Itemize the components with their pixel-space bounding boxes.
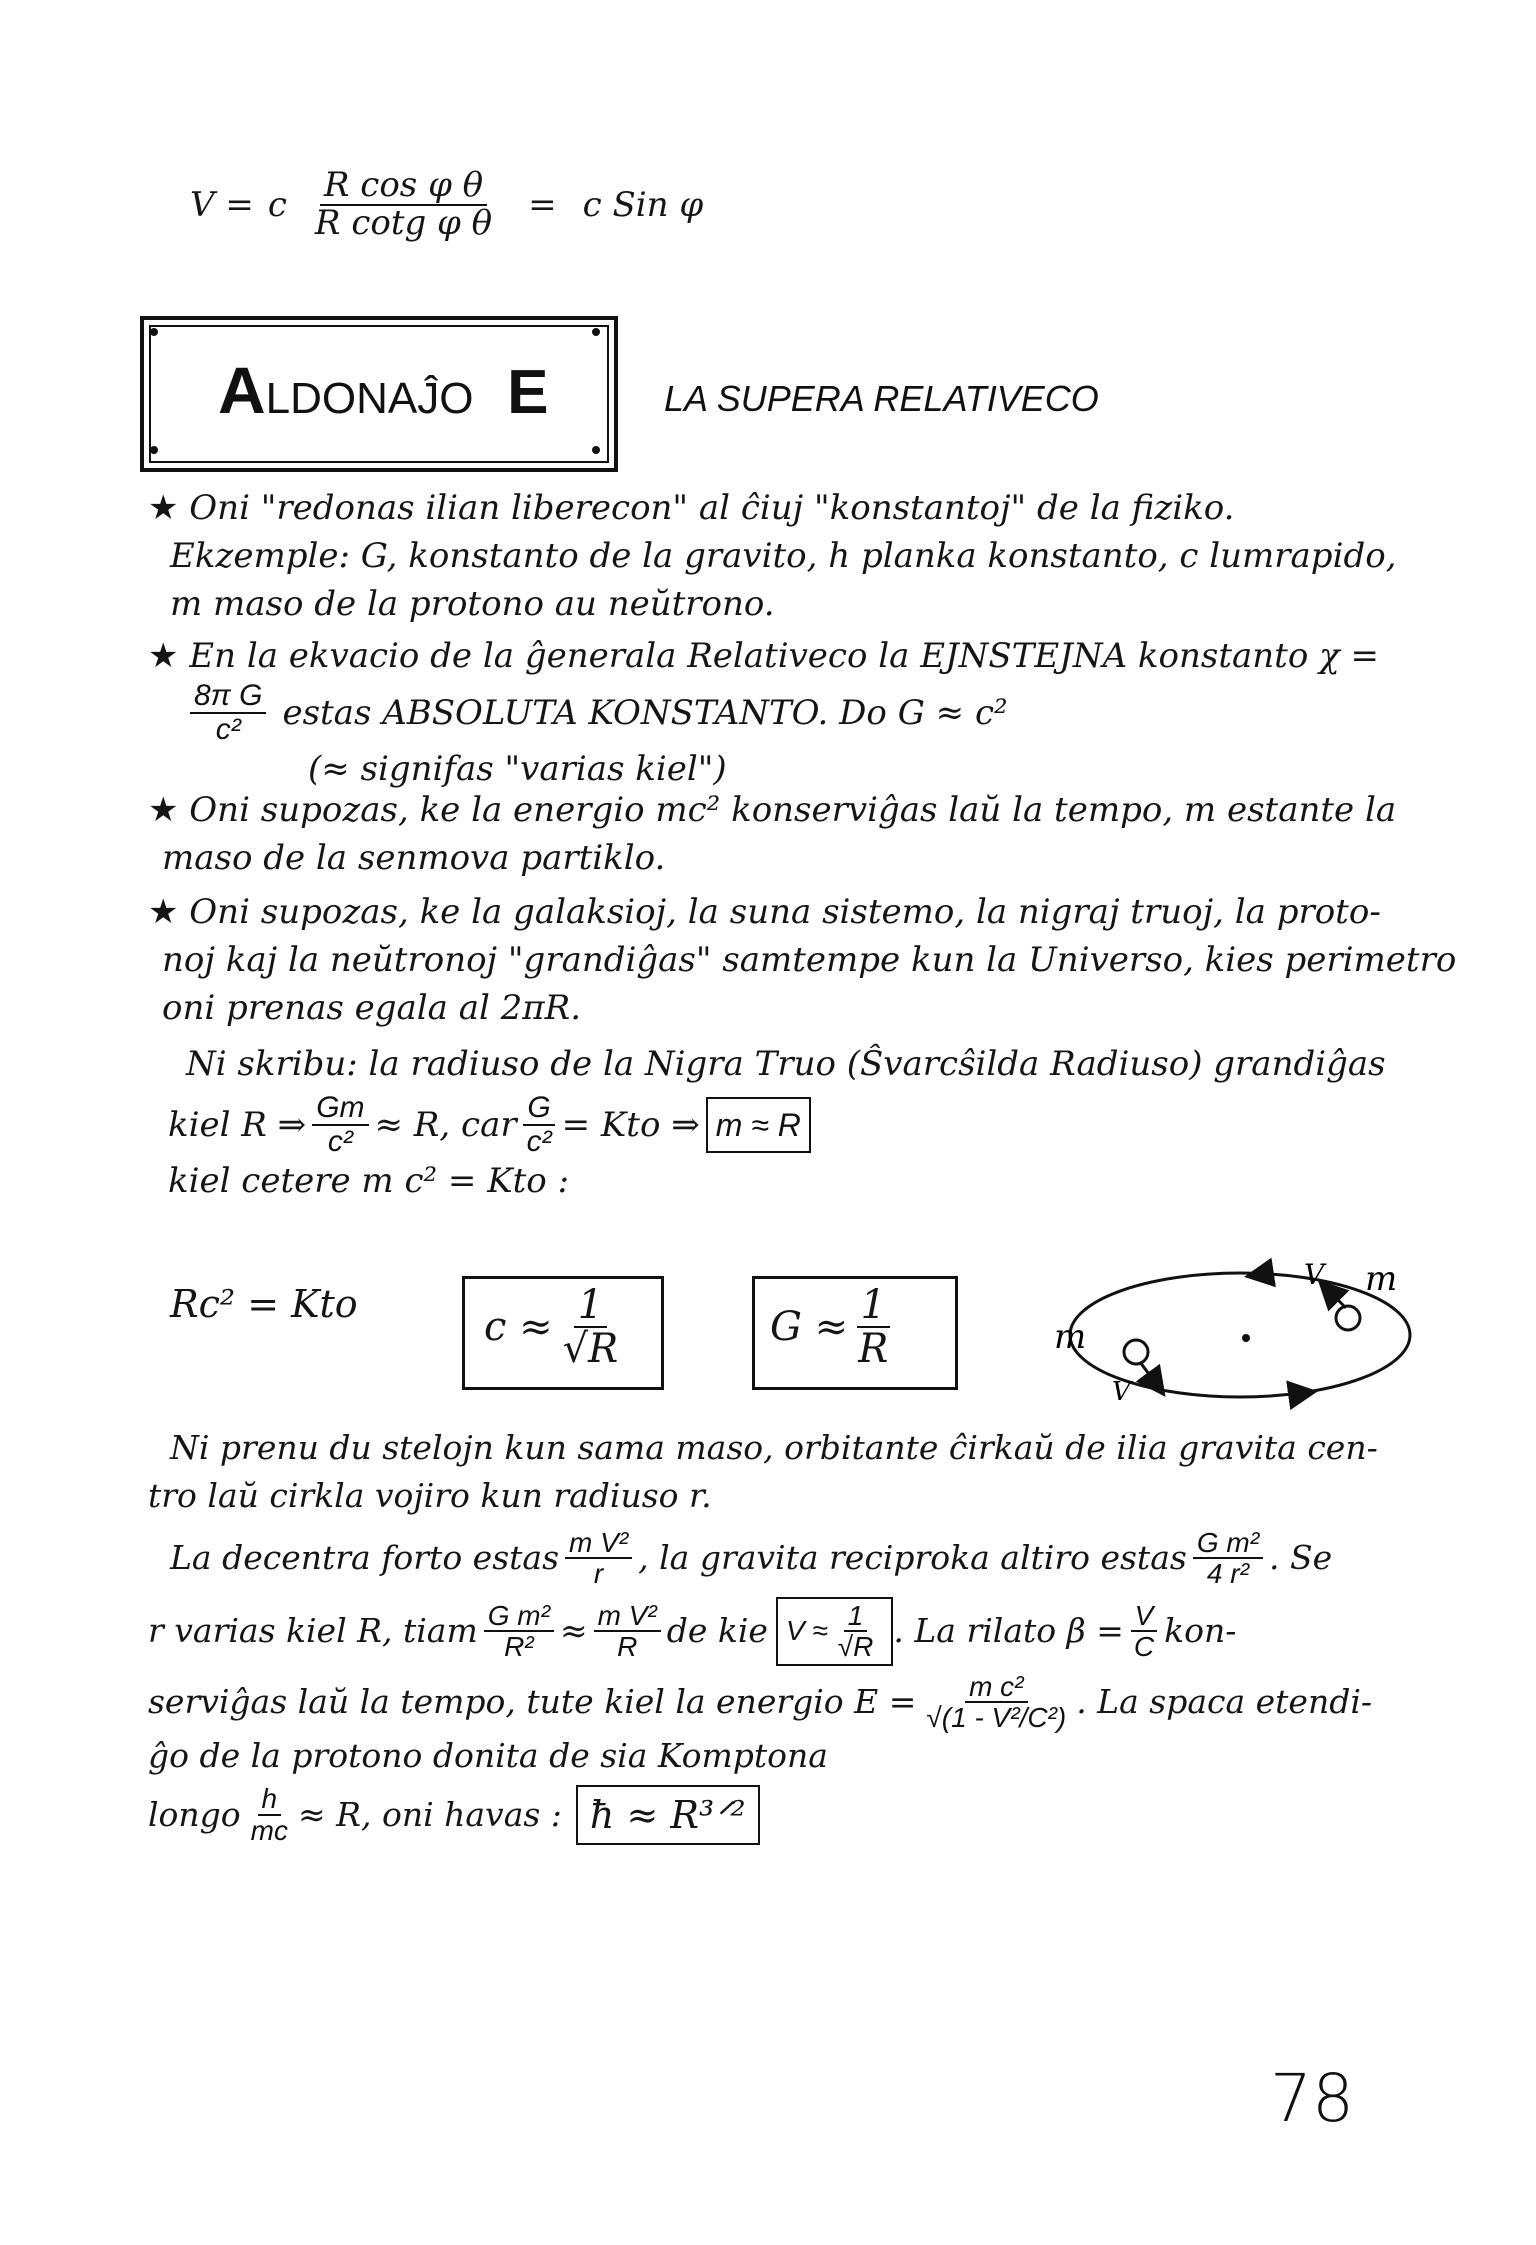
formula-box-g-content [770,1284,898,1370]
orbit-boxed-v-lhs: V ≈ [785,1615,828,1647]
orbit-boxed-v-den: √R [837,1631,874,1663]
diagram-label-m-left: m [1054,1317,1087,1357]
orbit-line-4c: . La rilato β = [893,1611,1124,1651]
p1-line-1: Oni "redonas ilian liberecon" al ĉiuj "konstantoj" de la fiziko. [189,488,1235,528]
formula-box-g-lhs: G ≈ [770,1304,849,1350]
formula-box-g-fraction [854,1284,892,1370]
orbit-line-4-approx: ≈ [559,1611,588,1651]
orbit-line-2: tro laŭ cirkla vojiro kun radiuso r. [148,1476,712,1515]
top-formula-rhs: c Sin φ [582,184,704,225]
rc2-formula: Rc² = Kto [170,1282,358,1326]
paragraph-5 [168,1040,1386,1205]
formula-box-c-fraction [559,1284,623,1370]
orbit-arrow-bottom [1290,1392,1312,1395]
bullet-star-icon: ★ [148,636,179,676]
orbit-fraction-beta [1130,1601,1158,1662]
top-formula-fraction [311,165,496,243]
orbit-fraction-4-1-den: R² [504,1631,534,1663]
orbit-line-7a: longo [148,1794,241,1834]
formula-box-g-num: 1 [857,1284,890,1328]
formula-box-c-num: 1 [574,1284,607,1328]
diagram-label-v-top: V [1304,1258,1325,1291]
paragraph-4 [148,888,1456,1032]
top-formula-denominator: R cotg φ θ [314,202,493,243]
orbit-line-6: ĝo de la protono donita de sia Komptona [148,1736,828,1776]
p2-fraction-num: 8π G [190,680,266,714]
orbit-line-4a: r varias kiel R, tiam [148,1611,478,1651]
orbit-line-5a: serviĝas laŭ la tempo, tute kiel la energio E = [148,1681,917,1721]
orbit-line-1: Ni prenu du stelojn kun sama maso, orbitante ĉirkaŭ de ilia gravita cen- [170,1428,1378,1467]
orbit-line-4d: kon- [1164,1611,1237,1651]
p4-line-3: oni prenas egala al 2πR. [162,988,582,1028]
top-formula-c: c [267,184,287,225]
diagram-label-m-right: m [1365,1259,1398,1299]
orbit-center-dot [1242,1334,1250,1342]
top-formula [190,165,704,243]
star-left [1124,1340,1148,1364]
bullet-star-icon: ★ [148,892,179,932]
p5-fraction-2-den: c² [526,1124,552,1158]
orbit-fraction-energy-den: √(1 - V²/C²) [926,1701,1067,1733]
corner-dot [592,446,600,454]
p1-line-2: Ekzemple: G, konstanto de la gravito, h planka konstanto, c lumrapido, [170,536,1397,576]
orbit-fraction-energy-num: m c² [965,1672,1027,1703]
section-subtitle: LA SUPERA RELATIVECO [664,378,1099,419]
p5-line-3: kiel cetere m c² = Kto : [168,1161,570,1201]
orbit-line-7b: ≈ R, oni havas : [298,1794,562,1834]
orbit-fraction-4-2 [594,1601,661,1662]
orbit-fraction-beta-den: C [1133,1631,1155,1663]
p3-line-1: Oni supozas, ke la energio mc² konserviĝas laŭ la tempo, m estante la [189,790,1397,830]
paragraph-3 [148,786,1396,882]
p2-fraction [190,680,266,745]
orbit-fraction-centrifugal-num: m V² [565,1528,632,1559]
corner-dot [150,328,158,336]
section-title-letter: E [507,358,549,427]
page-number: 78 [1270,2060,1354,2137]
orbit-line-3c: . Se [1269,1538,1333,1578]
orbit-paragraph [148,1424,1378,1845]
top-formula-equals: = [528,184,557,225]
corner-dot [592,328,600,336]
orbit-boxed-v-num: 1 [844,1601,868,1632]
orbit-boxed-v [776,1597,893,1666]
p4-line-2: noj kaj la neŭtronoj "grandiĝas" samtempe kun la Universo, kies perimetro [162,940,1457,980]
bullet-star-icon: ★ [148,790,179,830]
p5-line-2b: ≈ R, car [374,1104,517,1145]
orbit-line-4b: de kie [666,1611,768,1651]
p2-line-3: (≈ signifas "varias kiel") [308,749,727,789]
section-title-rest: LDONAĴO [265,374,474,423]
p5-line-2a: kiel R ⇒ [168,1104,307,1145]
p5-fraction-1 [312,1092,368,1157]
p5-line-2c: = Kto ⇒ [561,1104,700,1145]
top-formula-lhs: V = [190,184,254,225]
diagram-label-v-bottom: V [1112,1377,1131,1407]
p2-fraction-den: c² [215,712,241,746]
orbit-fraction-4-1 [484,1601,554,1662]
orbit-diagram [1040,1250,1440,1430]
formula-box-g-den: R [858,1326,889,1372]
orbit-fraction-compton [247,1784,292,1845]
bullet-star-icon: ★ [148,488,179,528]
orbit-fraction-gravity [1193,1528,1263,1589]
p5-fraction-1-den: c² [327,1124,353,1158]
p5-boxed-result: m ≈ R [706,1097,811,1153]
formula-box-c-den: √R [562,1326,619,1372]
orbit-fraction-compton-num: h [258,1784,282,1815]
paragraph-1 [148,484,1397,628]
orbit-fraction-beta-num: V [1131,1601,1158,1632]
orbit-fraction-energy [922,1672,1070,1733]
orbit-fraction-gravity-num: G m² [1193,1528,1263,1559]
orbit-fraction-gravity-den: 4 r² [1206,1558,1249,1590]
p3-line-2: maso de la senmova partiklo. [162,838,666,878]
orbit-fraction-centrifugal [565,1528,632,1589]
p5-fraction-2 [523,1092,556,1157]
formula-box-c-lhs: c ≈ [484,1304,553,1350]
star-right [1336,1306,1360,1330]
section-title [218,352,548,428]
paragraph-2 [148,632,1379,793]
arrow-v-top [1322,1284,1346,1308]
orbit-line-3b: , la gravita reciproka altiro estas [638,1538,1187,1578]
p5-fraction-2-num: G [523,1092,554,1126]
p2-line-2: estas ABSOLUTA KONSTANTO. Do G ≈ c² [282,692,1008,733]
orbit-boxed-hbar: ħ ≈ R³ᐟ² [576,1785,760,1845]
p1-line-3: m maso de la protono au neŭtrono. [170,584,775,624]
orbit-line-3a: La decentra forto estas [170,1538,560,1578]
orbit-fraction-centrifugal-den: r [593,1558,604,1590]
formula-box-c-content [484,1284,628,1370]
section-title-cap: A [218,353,266,427]
corner-dot [150,446,158,454]
p4-line-1: Oni supozas, ke la galaksioj, la suna sistemo, la nigraj truoj, la proto- [189,892,1381,932]
orbit-line-5b: . La spaca etendi- [1076,1681,1373,1721]
p2-line-1: En la ekvacio de la ĝenerala Relativeco la EJNSTEJNA konstanto χ = [189,636,1380,676]
orbit-fraction-4-2-num: m V² [594,1601,661,1632]
orbit-fraction-4-1-num: G m² [484,1601,554,1632]
p5-fraction-1-num: Gm [312,1092,368,1126]
top-formula-numerator: R cos φ θ [320,168,487,206]
orbit-boxed-v-fraction [834,1601,878,1662]
p5-line-1: Ni skribu: la radiuso de la Nigra Truo (Ŝvarcŝilda Radiuso) grandiĝas [186,1044,1386,1084]
orbit-fraction-4-2-den: R [617,1631,638,1663]
orbit-fraction-compton-den: mc [250,1814,288,1846]
